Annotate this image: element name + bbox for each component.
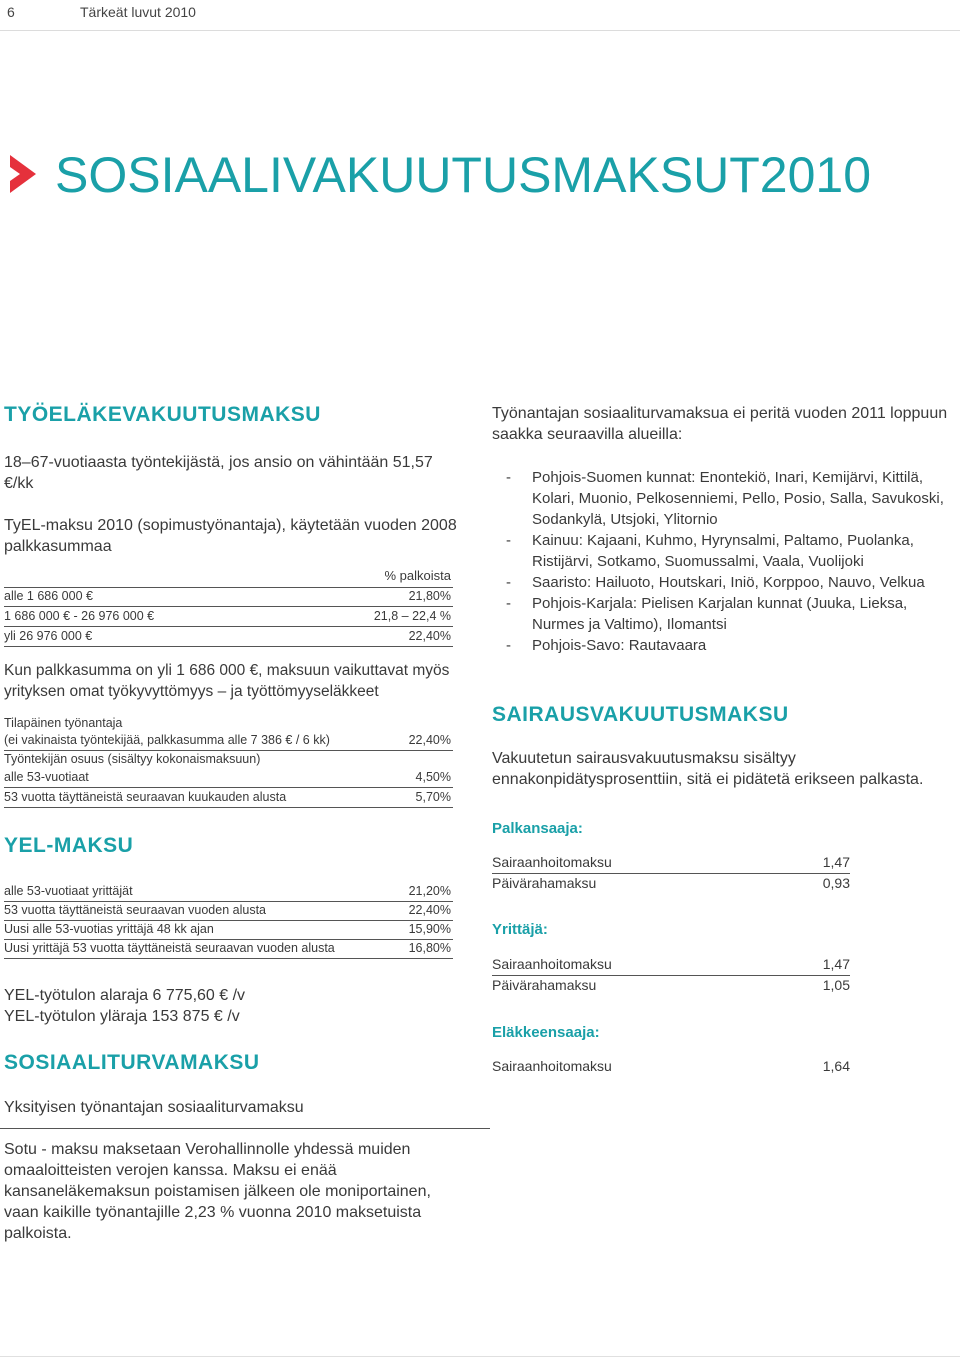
tyel-note: Kun palkkasumma on yli 1 686 000 €, maksuun vaikuttavat myös yrityksen omat työkyvyttömyys – ja työttömyyseläkkeet xyxy=(4,662,450,700)
row-label: Sairaanhoitomaksu xyxy=(492,1058,612,1074)
table-row xyxy=(4,939,453,959)
table-row xyxy=(492,874,850,894)
row-value: 21,8 – 22,4 % xyxy=(373,609,451,623)
row-label: 1 686 000 € - 26 976 000 € xyxy=(4,609,155,623)
yel-lower-limit: YEL-työtulon alaraja 6 775,60 € /v xyxy=(4,987,246,1004)
row-label: yli 26 976 000 € xyxy=(4,629,93,643)
row-value: 5,70% xyxy=(415,790,451,804)
table-row xyxy=(4,901,453,921)
row-value: 0,93 xyxy=(822,875,850,891)
row-label: Sairaanhoitomaksu xyxy=(492,854,612,870)
row-label: alle 1 686 000 € xyxy=(4,589,93,603)
row-label: 53 vuotta täyttäneistä seuraavan vuoden alusta xyxy=(4,903,266,917)
row-label: alle 53-vuotiaat xyxy=(4,770,89,784)
table-row xyxy=(4,607,453,627)
list-item: - Pohjois-Savo: Rautavaara xyxy=(492,635,954,656)
row-value: 15,90% xyxy=(408,922,451,936)
row-value: 22,40% xyxy=(408,733,451,747)
yel-upper-limit: YEL-työtulon yläraja 153 875 € /v xyxy=(4,1008,240,1025)
row-label: 53 vuotta täyttäneistä seuraavan kuukauden alusta xyxy=(4,790,287,804)
table-row xyxy=(4,768,453,788)
row-value: 1,05 xyxy=(822,977,850,993)
row-value: 1,64 xyxy=(822,1058,850,1074)
row-label: Sairaanhoitomaksu xyxy=(492,956,612,972)
table-row xyxy=(4,587,453,607)
exemption-intro: Työnantajan sosiaaliturvamaksua ei peritä vuoden 2011 loppuun saakka seuraavilla alueilla: xyxy=(492,405,948,443)
tyel-intro: 18–67-vuotiaasta työntekijästä, jos ansio on vähintään 51,57 €/kk xyxy=(4,454,433,492)
employee-share-label: Työntekijän osuus (sisältyy kokonaismaksuun) xyxy=(4,752,261,766)
table-row xyxy=(4,731,453,751)
right-column xyxy=(492,0,954,1362)
tyel-basis: TyEL-maksu 2010 (sopimustyönantaja), käytetään vuoden 2008 palkkasummaa xyxy=(4,517,457,555)
table-row xyxy=(492,955,850,976)
exemption-area-list xyxy=(492,467,954,656)
page-number: 6 xyxy=(7,4,15,20)
tyel-table-header-row xyxy=(4,567,453,588)
group-title-yrittaja: Yrittäjä: xyxy=(492,921,548,938)
table-row xyxy=(4,882,453,902)
list-item: - Pohjois-Karjala: Pielisen Karjalan kunnat (Juuka, Lieksa, Nurmes ja Valtimo), Ilomantsi xyxy=(492,593,954,635)
sosiaali-text: Sotu - maksu maksetaan Verohallinnolle yhdessä muiden omaaloitteisten verojen kanssa. Maksu ei enää kansaneläkemaksun poistamisen jälkeen ole moniportainen, vaan kaikille työnantajille 2,23 % vuonna 2010 maksetuista palkoista. xyxy=(4,1141,431,1242)
row-value: 22,40% xyxy=(408,903,451,917)
list-item: - Kainuu: Kajaani, Kuhmo, Hyrynsalmi, Paltamo, Puolanka, Ristijärvi, Sotkamo, Suomussalmi, Vaala, Vuolijoki xyxy=(492,530,954,572)
table-row xyxy=(4,627,453,647)
row-label: alle 53-vuotiaat yrittäjät xyxy=(4,884,133,898)
yel-heading: YEL-MAKSU xyxy=(4,834,134,857)
row-value: 16,80% xyxy=(408,941,451,955)
table-row xyxy=(4,920,453,940)
row-value: 21,80% xyxy=(408,589,451,603)
row-value: 21,20% xyxy=(408,884,451,898)
row-value: 1,47 xyxy=(822,854,850,870)
left-column xyxy=(4,0,456,1362)
row-value: 22,40% xyxy=(408,629,451,643)
row-label: Päivärahamaksu xyxy=(492,875,597,891)
table-row xyxy=(492,1057,850,1077)
tyel-heading: TYÖELÄKEVAKUUTUSMAKSU xyxy=(4,403,321,426)
sairaus-text: Vakuutetun sairausvakuutusmaksu sisältyy ennakonpidätysprosenttiin, sitä ei pidätetä erikseen palkasta. xyxy=(492,750,924,788)
row-label: Päivärahamaksu xyxy=(492,977,597,993)
sosiaali-heading: SOSIAALITURVAMAKSU xyxy=(4,1051,260,1074)
running-header-title: Tärkeät luvut 2010 xyxy=(80,4,196,20)
table-row xyxy=(4,788,453,808)
row-label: Uusi yrittäjä 53 vuotta täyttäneistä seuraavan vuoden alusta xyxy=(4,941,335,955)
row-label: Uusi alle 53-vuotias yrittäjä 48 kk ajan xyxy=(4,922,214,936)
sosiaali-subtitle: Yksityisen työnantajan sosiaaliturvamaksu xyxy=(4,1099,304,1116)
group-title-palkansaaja: Palkansaaja: xyxy=(492,820,583,837)
list-item: - Saaristo: Hailuoto, Houtskari, Iniö, Korppoo, Nauvo, Velkua xyxy=(492,572,954,593)
temp-employer-label: Tilapäinen työnantaja xyxy=(4,716,123,730)
tyel-table-header: % palkoista xyxy=(384,568,451,583)
group-title-elakkeensaaja: Eläkkeensaaja: xyxy=(492,1024,600,1041)
table-row xyxy=(492,976,850,996)
row-label: (ei vakinaista työntekijää, palkkasumma alle 7 386 € / 6 kk) xyxy=(4,733,330,747)
page-bottom-rule xyxy=(0,1356,960,1357)
table-row xyxy=(492,853,850,874)
row-value: 1,47 xyxy=(822,956,850,972)
divider xyxy=(0,1128,490,1129)
row-value: 4,50% xyxy=(415,770,451,784)
sairaus-heading: SAIRAUSVAKUUTUSMAKSU xyxy=(492,703,789,726)
page-title: SOSIAALIVAKUUTUSMAKSUT2010 xyxy=(55,147,872,203)
list-item: - Pohjois-Suomen kunnat: Enontekiö, Inari, Kemijärvi, Kittilä, Kolari, Muonio, Pelkosenniemi, Pello, Posio, Salla, Savukoski, Sodankylä, Utsjoki, Ylitornio xyxy=(492,467,954,530)
